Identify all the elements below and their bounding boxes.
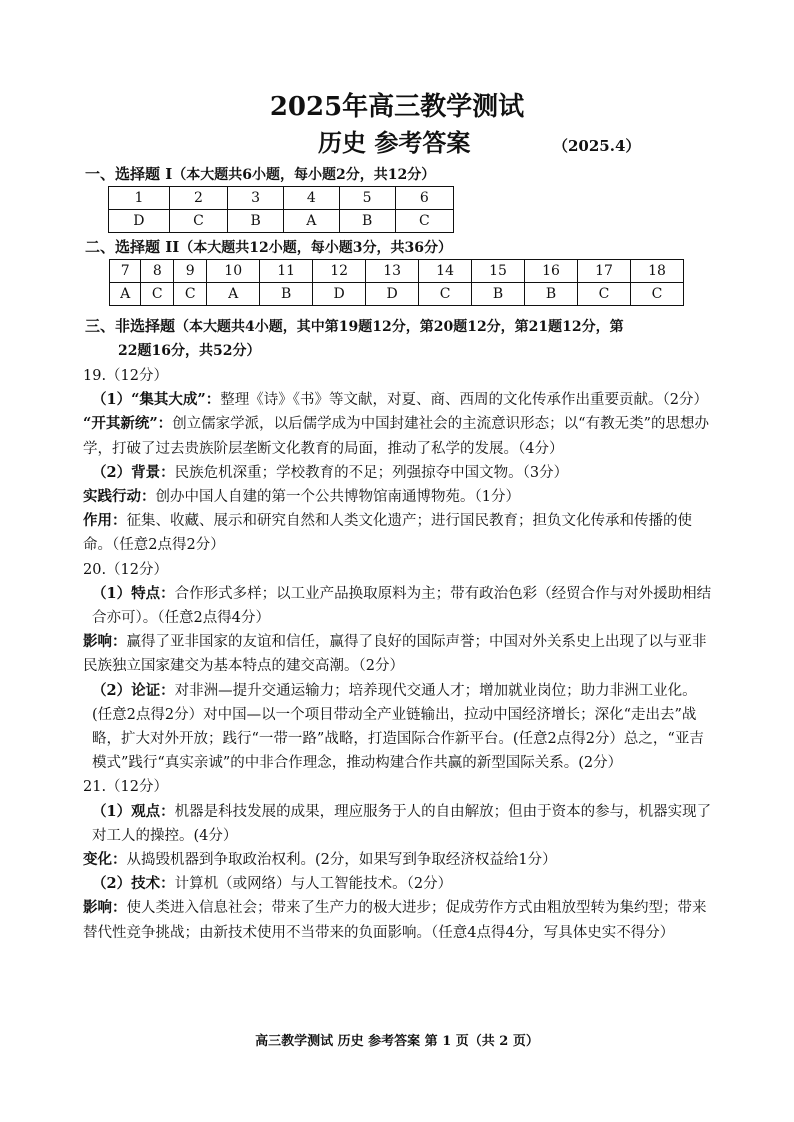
q21-part2-key: 变化： bbox=[83, 851, 127, 869]
q21-part1-text: 机器是科技发展的成果，理应服务于人的自由解放；但由于资本的参与，机器实现了对工人的操控。(4分） bbox=[92, 803, 712, 844]
answer-cell: C bbox=[578, 283, 631, 306]
q21-part4 bbox=[83, 896, 713, 944]
answer-cell: C bbox=[174, 283, 207, 306]
q20-part3 bbox=[83, 679, 713, 776]
q19-part5-key: 作用： bbox=[83, 512, 127, 530]
answer-cell: 10 bbox=[207, 260, 260, 283]
section2-heading bbox=[85, 236, 452, 259]
q19-part3 bbox=[83, 461, 713, 485]
q21-part1-key: （1）观点： bbox=[92, 802, 175, 820]
q20-part2-key: 影响： bbox=[83, 633, 127, 651]
section2-number-row bbox=[110, 260, 684, 283]
section3-label: 三、非选择题 bbox=[85, 317, 176, 335]
q19-part1-key: （1）“集其大成”： bbox=[92, 391, 221, 409]
q21-part3 bbox=[83, 872, 713, 896]
q21-part1 bbox=[83, 800, 713, 848]
section2-label: 二、选择题 II bbox=[85, 238, 180, 256]
section1-label: 一、选择题 I bbox=[85, 165, 173, 183]
answer-cell: 17 bbox=[578, 260, 631, 283]
q19-part5 bbox=[83, 509, 713, 557]
answer-cell: C bbox=[169, 210, 227, 233]
answer-cell: B bbox=[339, 210, 395, 233]
q19-part2 bbox=[83, 412, 713, 460]
answer-cell: B bbox=[472, 283, 525, 306]
section1-note: （本大题共6小题，每小题2分，共12分） bbox=[172, 167, 436, 183]
section1-heading bbox=[85, 163, 435, 186]
q19-part2-key: “开其新统”： bbox=[83, 415, 173, 433]
q21-part3-key: （2）技术： bbox=[92, 875, 175, 893]
answer-cell: C bbox=[630, 283, 683, 306]
q20-part3-key: （2）论证： bbox=[92, 681, 175, 699]
exam-date: （2025.4） bbox=[553, 137, 641, 155]
section1-answer-row bbox=[109, 210, 454, 233]
answer-cell: B bbox=[525, 283, 578, 306]
answer-cell: 14 bbox=[419, 260, 472, 283]
q20-heading: 20.（12分） bbox=[83, 561, 169, 578]
section3-note-line2: 22题16分，共52分） bbox=[118, 343, 261, 359]
subtitle: 历史 参考答案 bbox=[318, 128, 471, 157]
answer-cell: 11 bbox=[260, 260, 313, 283]
q21-part4-key: 影响： bbox=[83, 899, 127, 917]
q20-part1-text: 合作形式多样；以工业产品换取原料为主；带有政治色彩（经贸合作与对外援助相结合亦可）。（任意2点得4分） bbox=[92, 585, 712, 627]
section2-note: （本大题共12小题，每小题3分，共36分） bbox=[179, 240, 452, 256]
q21-part2 bbox=[83, 848, 713, 872]
section3-heading-cont bbox=[118, 339, 260, 362]
answer-cell: A bbox=[110, 283, 141, 306]
section2-answer-table bbox=[109, 259, 684, 306]
q19-part2-text: 创立儒家学派，以后儒学成为中国封建社会的主流意识形态；以“有教无类”的思想办学，打破了过去贵族阶层垄断文化教育的局面，推动了私学的发展。（4分） bbox=[83, 416, 710, 457]
page-title: 2025年高三教学测试 bbox=[269, 92, 525, 122]
answer-cell: 7 bbox=[110, 260, 141, 283]
q19-part5-text: 征集、收藏、展示和研究自然和人类文化遗产；进行国民教育；担负文化传承和传播的使命。（任意2点得2分） bbox=[83, 513, 692, 554]
answer-cell: B bbox=[228, 210, 284, 233]
answer-body bbox=[83, 364, 713, 945]
answer-cell: 8 bbox=[141, 260, 174, 283]
answer-cell: C bbox=[395, 210, 453, 233]
q19-part1-text: 整理《诗》《书》等文献，对夏、商、西周的文化传承作出重要贡献。（2分） bbox=[220, 392, 709, 409]
q19-part1 bbox=[83, 388, 713, 412]
answer-cell: 13 bbox=[366, 260, 419, 283]
q19-part4-key: 实践行动： bbox=[83, 488, 156, 506]
answer-cell: C bbox=[141, 283, 174, 306]
q19-part3-text: 民族危机深重；学校教育的不足；列强掠夺中国文物。（3分） bbox=[174, 464, 569, 481]
answer-cell: 6 bbox=[395, 187, 453, 210]
answer-cell: B bbox=[260, 283, 313, 306]
answer-cell: 3 bbox=[228, 187, 284, 210]
q20-part2-text: 赢得了亚非国家的友谊和信任，赢得了良好的国际声誉；中国对外关系史上出现了以与亚非民族独立国家建交为基本特点的建交高潮。（2分） bbox=[83, 634, 707, 675]
answer-cell: A bbox=[284, 210, 339, 233]
page-footer: 高三教学测试 历史 参考答案 第 1 页（共 2 页） bbox=[255, 1034, 539, 1049]
answer-cell: 1 bbox=[109, 187, 170, 210]
answer-cell: 15 bbox=[472, 260, 525, 283]
q21-part4-text: 使人类进入信息社会；带来了生产力的极大进步；促成劳作方式由粗放型转为集约型；带来替代性竞争挑战；由新技术使用不当带来的负面影响。（任意4点得4分，写具体史实不得分） bbox=[83, 900, 707, 941]
answer-cell: A bbox=[207, 283, 260, 306]
q19-part4 bbox=[83, 485, 713, 509]
answer-cell: D bbox=[313, 283, 366, 306]
answer-cell: 9 bbox=[174, 260, 207, 283]
answer-cell: 2 bbox=[169, 187, 227, 210]
answer-cell: D bbox=[109, 210, 170, 233]
section1-number-row bbox=[109, 187, 454, 210]
answer-cell: 16 bbox=[525, 260, 578, 283]
q21-heading: 21.（12分） bbox=[83, 779, 169, 796]
q20-part2 bbox=[83, 630, 713, 678]
answer-cell: C bbox=[419, 283, 472, 306]
section2-answer-row bbox=[110, 283, 684, 306]
q19-part4-text: 创办中国人自建的第一个公共博物馆南通博物苑。（1分） bbox=[155, 489, 520, 506]
answer-cell: D bbox=[366, 283, 419, 306]
q19-part3-key: （2）背景： bbox=[92, 463, 175, 481]
answer-cell: 4 bbox=[284, 187, 339, 210]
answer-cell: 5 bbox=[339, 187, 395, 210]
section3-heading bbox=[85, 315, 624, 338]
q21-part3-text: 计算机（或网络）与人工智能技术。（2分） bbox=[174, 876, 453, 893]
q21-part2-text: 从捣毁机器到争取政治权利。(2分，如果写到争取经济权益给1分） bbox=[126, 852, 557, 869]
section3-note-line1: （本大题共4小题，其中第19题12分，第20题12分，第21题12分，第 bbox=[175, 319, 624, 335]
q19-heading: 19.（12分） bbox=[83, 368, 169, 384]
answer-cell: 12 bbox=[313, 260, 366, 283]
q20-part1 bbox=[83, 582, 713, 630]
q20-part3-text: 对非洲—提升交通运输力；培养现代交通人才；增加就业岗位；助力非洲工业化。(任意2点得2分）对中国—以一个项目带动全产业链输出，拉动中国经济增长；深化“走出去”战略，扩大对外开放；践行“一带一路”战略，打造国际合作新平台。(任意2点得2分）总之，“亚吉模式”践行“真实亲诚”的中非合作理念，推动构建合作共赢的新型国际关系。(2分） bbox=[92, 682, 704, 772]
section1-answer-table bbox=[108, 186, 454, 233]
answer-cell: 18 bbox=[630, 260, 683, 283]
q20-part1-key: （1）特点： bbox=[92, 584, 175, 602]
